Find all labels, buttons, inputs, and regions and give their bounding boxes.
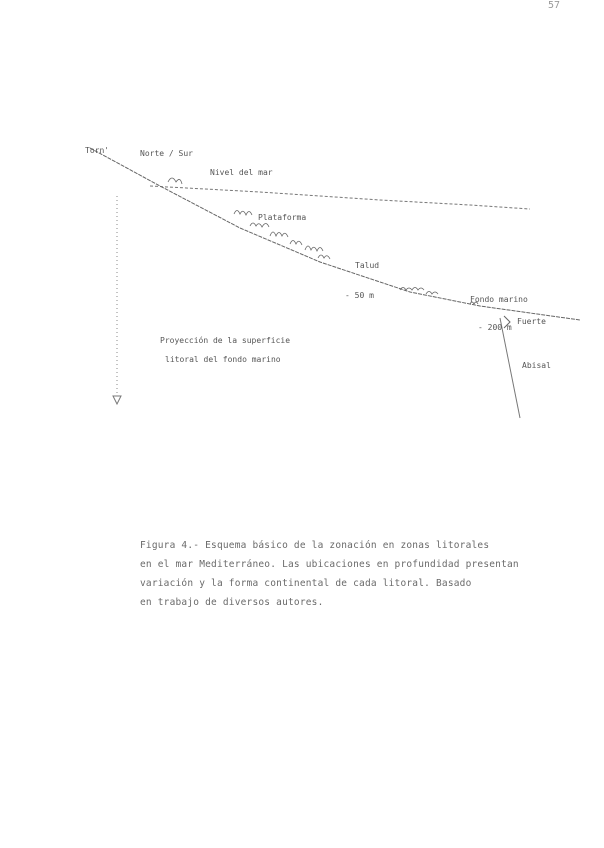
label-top-left: Torn'	[85, 146, 110, 155]
label-shelf: Plataforma	[258, 213, 307, 222]
sea-level-line	[150, 186, 530, 209]
page-number: 57	[548, 0, 561, 11]
caption-line-1: Figura 4.- Esquema básico de la zonación en zonas litorales	[140, 540, 490, 551]
label-slope-zone: Talud	[355, 261, 380, 270]
right-vertical-line	[500, 318, 520, 418]
label-fuerte: Fuerte	[517, 317, 546, 326]
benthic-organisms	[168, 178, 478, 304]
label-depth-200: - 200 m	[478, 323, 512, 332]
label-north: Norte / Sur	[140, 149, 193, 158]
label-deep-zone: Fondo marino	[470, 295, 528, 304]
caption-line-3: variación y la forma continental de cada litoral. Basado	[140, 578, 472, 589]
left-marker-icon	[113, 396, 121, 404]
legend-line-2: litoral del fondo marino	[165, 355, 281, 364]
label-sea-level: Nivel del mar	[210, 168, 273, 177]
caption-line-4: en trabajo de diversos autores.	[140, 597, 324, 608]
caption-line-2: en el mar Mediterráneo. Las ubicaciones en profundidad presentan	[140, 559, 519, 570]
label-end-right: Abisal	[522, 361, 551, 370]
figure-caption	[140, 536, 580, 612]
label-depth-50: - 50 m	[345, 291, 374, 300]
legend-line-1: Proyección de la superficie	[160, 336, 291, 345]
